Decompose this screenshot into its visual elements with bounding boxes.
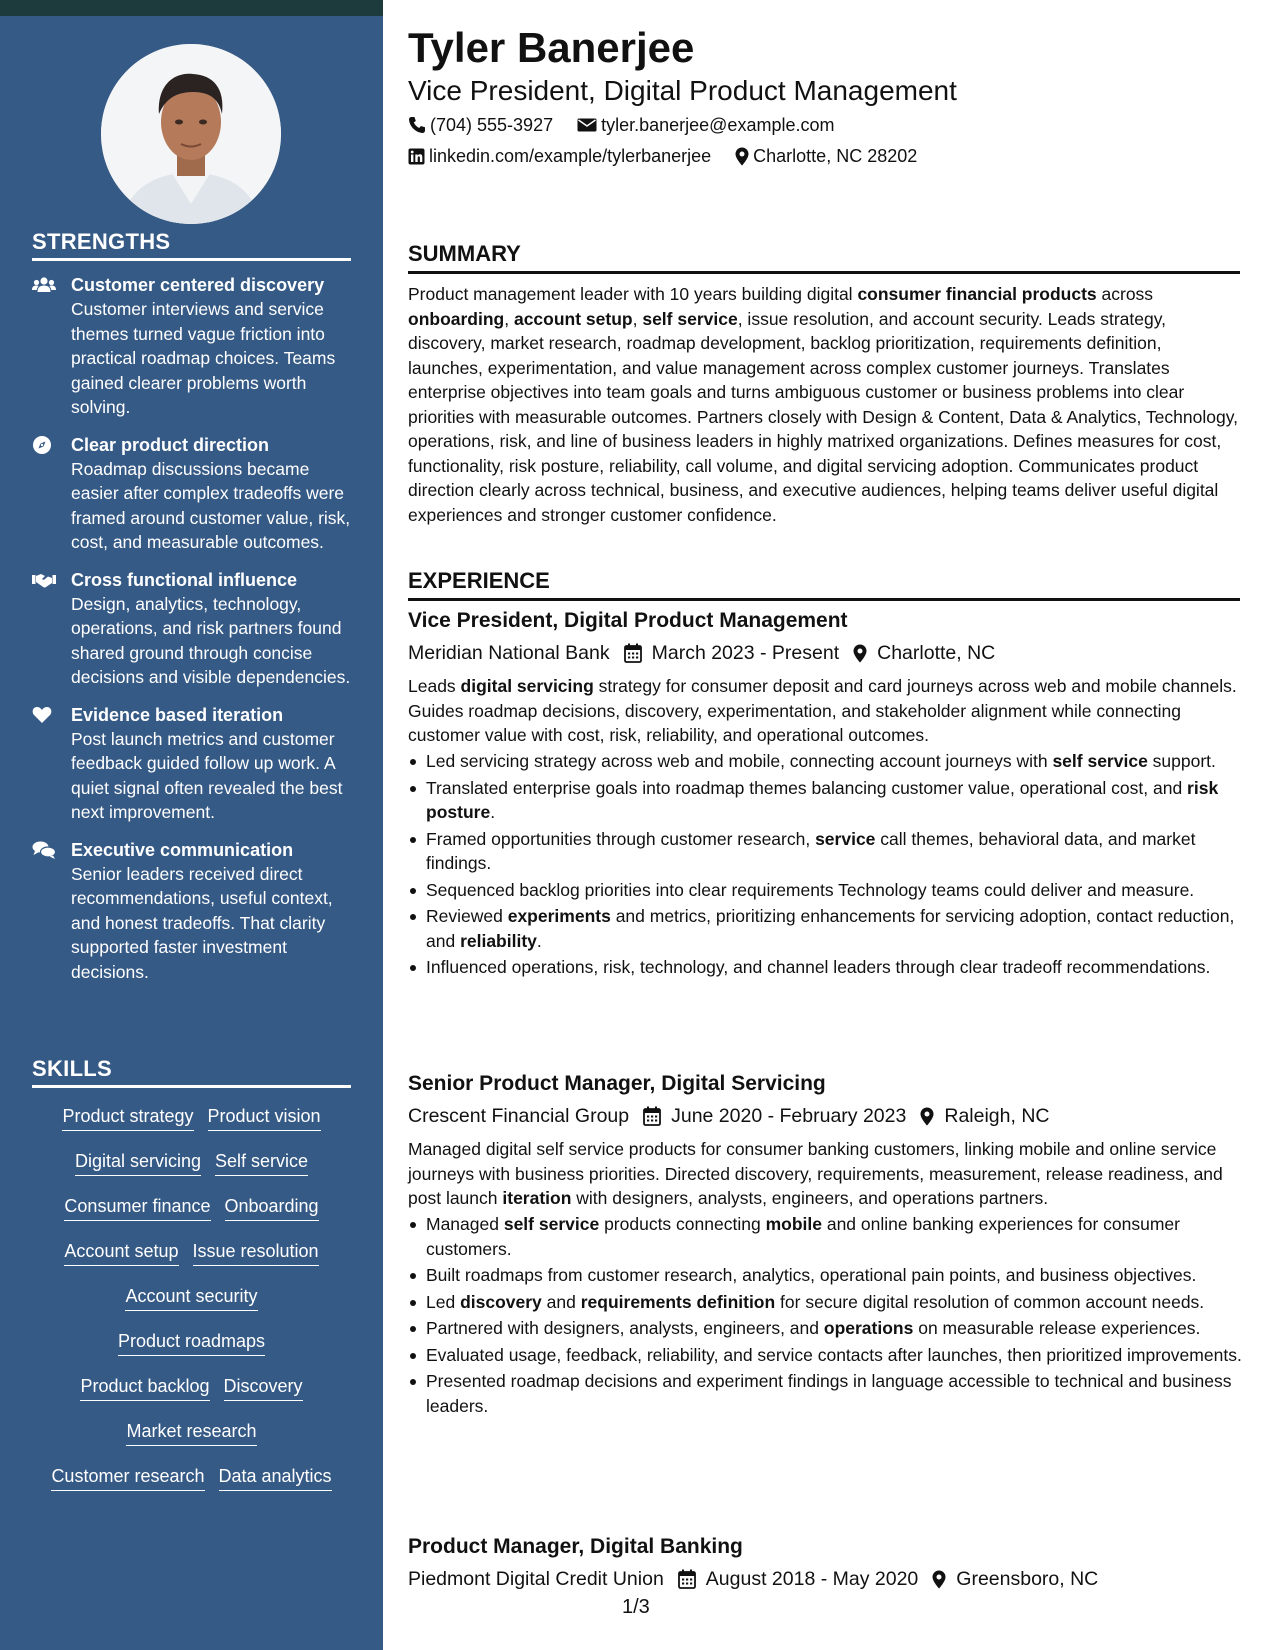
job-location-text: Charlotte, NC (877, 642, 996, 664)
skill-tag: Discovery (224, 1374, 303, 1401)
sidebar-top-band (0, 0, 383, 16)
strengths-rule (32, 258, 351, 261)
map-pin-icon (853, 644, 867, 663)
job-dates (643, 1103, 906, 1129)
skill-tag: Consumer finance (64, 1194, 210, 1221)
location-text: Charlotte, NC 28202 (753, 146, 918, 166)
job-bullets (408, 749, 1258, 982)
experience-heading: EXPERIENCE (408, 568, 550, 593)
skill-row (32, 1149, 351, 1194)
map-pin-icon (932, 1570, 946, 1589)
map-pin-icon (735, 147, 749, 166)
job-dates-text: August 2018 - May 2020 (705, 1568, 919, 1590)
users-icon (32, 275, 56, 295)
bullet-item: Influenced operations, risk, technology, and channel leaders through clear tradeoff recommendations. (426, 955, 1258, 980)
bullet-item: Presented roadmap decisions and experiment findings in language accessible to technical and business leaders. (426, 1369, 1258, 1418)
linkedin-contact[interactable] (408, 144, 711, 168)
strength-item (32, 703, 358, 825)
skill-tag: Account setup (64, 1239, 178, 1266)
summary-heading: SUMMARY (408, 241, 521, 266)
skill-tag: Account security (125, 1284, 257, 1311)
job-title: Vice President, Digital Product Management (408, 609, 848, 632)
bullet-item: Led servicing strategy across web and mobile, connecting account journeys with self service support. (426, 749, 1258, 774)
email-contact[interactable] (577, 113, 834, 137)
candidate-title: Vice President, Digital Product Management (408, 75, 957, 106)
bullet-item: Led discovery and requirements definition for secure digital resolution of common account needs. (426, 1290, 1258, 1315)
bullet-item: Built roadmaps from customer research, analytics, operational pain points, and business objectives. (426, 1263, 1258, 1288)
job-meta (408, 1566, 1112, 1592)
experience-rule (408, 598, 1240, 601)
calendar-icon (643, 1106, 661, 1126)
heart-icon (32, 705, 56, 725)
skill-row (32, 1104, 351, 1149)
skill-row (32, 1464, 351, 1509)
company-name: Piedmont Digital Credit Union (408, 1568, 664, 1590)
skill-row (32, 1284, 351, 1329)
contact-row-1 (408, 113, 858, 137)
strength-item (32, 433, 358, 555)
summary-rule (408, 271, 1240, 274)
strength-title: Evidence based iteration (71, 704, 284, 725)
contact-row-2 (408, 144, 941, 168)
skill-tag: Product vision (208, 1104, 321, 1131)
job-location (920, 1103, 1049, 1129)
strengths-list (32, 273, 358, 997)
skill-tag: Onboarding (225, 1194, 319, 1221)
strength-description: Roadmap discussions became easier after complex tradeoffs were framed around customer value, risk, cost, and measurable outcomes. (71, 458, 351, 552)
skill-row (32, 1419, 351, 1464)
strength-title: Customer centered discovery (71, 275, 325, 295)
skills-rule (32, 1085, 351, 1088)
map-pin-icon (920, 1107, 934, 1126)
phone-text: (704) 555-3927 (430, 115, 554, 135)
calendar-icon (678, 1569, 696, 1589)
job-location (932, 1566, 1098, 1592)
job-location-text: Raleigh, NC (944, 1105, 1050, 1127)
bullet-item: Evaluated usage, feedback, reliability, and service contacts after launches, then prioritized improvements. (426, 1343, 1258, 1368)
skills-list (32, 1104, 351, 1509)
skill-row (32, 1329, 351, 1374)
skill-tag: Product roadmaps (118, 1329, 265, 1356)
strength-description: Senior leaders received direct recommendations, useful context, and honest tradeoffs. That clarity supported faster investment decisions. (71, 863, 333, 982)
linkedin-text: linkedin.com/example/tylerbanerjee (429, 146, 712, 166)
job-dates (624, 640, 840, 666)
company-name: Crescent Financial Group (408, 1105, 630, 1127)
job-dates (678, 1566, 918, 1592)
skill-tag: Product backlog (80, 1374, 209, 1401)
job-bullets (408, 1212, 1258, 1420)
phone-contact[interactable] (408, 113, 553, 137)
page-number: 1/3 (622, 1596, 650, 1618)
job-intro: Leads digital servicing strategy for consumer deposit and card journeys across web and mobile channels. Guides roadmap decisions, discovery, experimentation, and stakeholder alignment while connecting customer value with cost, risk, reliability, and operational outcomes. (408, 676, 1237, 745)
strength-title: Clear product direction (71, 434, 270, 455)
strength-title: Cross functional influence (71, 569, 298, 590)
strength-item (32, 838, 358, 985)
envelope-icon (577, 117, 597, 133)
handshake-icon (32, 570, 56, 590)
skill-row (32, 1239, 351, 1284)
strength-description: Design, analytics, technology, operations, and risk partners found shared ground through concise decisions and visible dependencies. (71, 593, 351, 687)
strengths-heading: STRENGTHS (32, 229, 171, 254)
job-location-text: Greensboro, NC (956, 1568, 1099, 1590)
profile-photo (101, 44, 281, 224)
job-meta (408, 640, 1009, 666)
sidebar (0, 16, 383, 1650)
bullet-item: Framed opportunities through customer research, service call themes, behavioral data, and market findings. (426, 827, 1258, 876)
job-meta (408, 1103, 1064, 1129)
strength-item (32, 568, 358, 690)
skill-tag: Customer research (51, 1464, 204, 1491)
bullet-item: Sequenced backlog priorities into clear requirements Technology teams could deliver and measure. (426, 878, 1258, 903)
job-dates-text: March 2023 - Present (651, 642, 840, 664)
job-intro: Managed digital self service products for consumer banking customers, linking mobile and online service journeys with business priorities. Directed discovery, requirements, measurement, release readiness, and post launch iteration with designers, analysts, engineers, and operations partners. (408, 1139, 1223, 1208)
job-title: Senior Product Manager, Digital Servicing (408, 1072, 826, 1095)
bullet-item: Managed self service products connecting mobile and online banking experiences for consumer customers. (426, 1212, 1258, 1261)
compass-icon (32, 435, 56, 455)
email-text: tyler.banerjee@example.com (601, 115, 835, 135)
skill-tag: Market research (126, 1419, 256, 1446)
bullet-item: Partnered with designers, analysts, engineers, and operations on measurable release experiences. (426, 1316, 1258, 1341)
skill-tag: Issue resolution (193, 1239, 319, 1266)
candidate-name: Tyler Banerjee (408, 24, 695, 71)
job-dates-text: June 2020 - February 2023 (671, 1105, 907, 1127)
job-location (853, 640, 995, 666)
skill-tag: Digital servicing (75, 1149, 201, 1176)
skill-tag: Self service (215, 1149, 308, 1176)
summary-text: Product management leader with 10 years building digital consumer financial products across onboarding, account setup, self service, issue resolution, and account security. Leads strategy, discovery, market research, roadmap development, backlog prioritization, requirements definition, launches, experimentation, and value management across complex customer journeys. Translates enterprise objectives into team goals and turns ambiguous customer or business problems into clear priorities with measurable outcomes. Partners closely with Design & Content, Data & Analytics, Technology, operations, risk, and line of business leaders in highly matrixed organizations. Defines measures for cost, functionality, risk posture, reliability, call volume, and digital servicing adoption. Communicates product direction clearly across technical, business, and executive audiences, helping teams deliver useful digital experiences and stronger customer confidence. (408, 284, 1239, 525)
job-title: Product Manager, Digital Banking (408, 1535, 743, 1558)
strength-title: Executive communication (71, 839, 294, 860)
skill-row (32, 1374, 351, 1419)
comments-icon (32, 840, 56, 860)
bullet-item: Translated enterprise goals into roadmap themes balancing customer value, operational cost, and risk posture. (426, 776, 1258, 825)
skill-row (32, 1194, 351, 1239)
company-name: Meridian National Bank (408, 642, 610, 664)
skills-heading: SKILLS (32, 1056, 113, 1081)
linkedin-icon (408, 148, 425, 165)
strength-description: Customer interviews and service themes turned vague friction into practical roadmap choices. Teams gained clearer problems worth solving. (71, 299, 336, 417)
location-contact (735, 144, 917, 168)
skill-tag: Product strategy (62, 1104, 193, 1131)
strength-description: Post launch metrics and customer feedback guided follow up work. A quiet signal often revealed the best next improvement. (71, 728, 343, 822)
bullet-item: Reviewed experiments and metrics, prioritizing enhancements for servicing adoption, contact reduction, and reliability. (426, 904, 1258, 953)
calendar-icon (624, 643, 642, 663)
phone-icon (408, 116, 426, 134)
skill-tag: Data analytics (219, 1464, 332, 1491)
strength-item (32, 273, 358, 420)
